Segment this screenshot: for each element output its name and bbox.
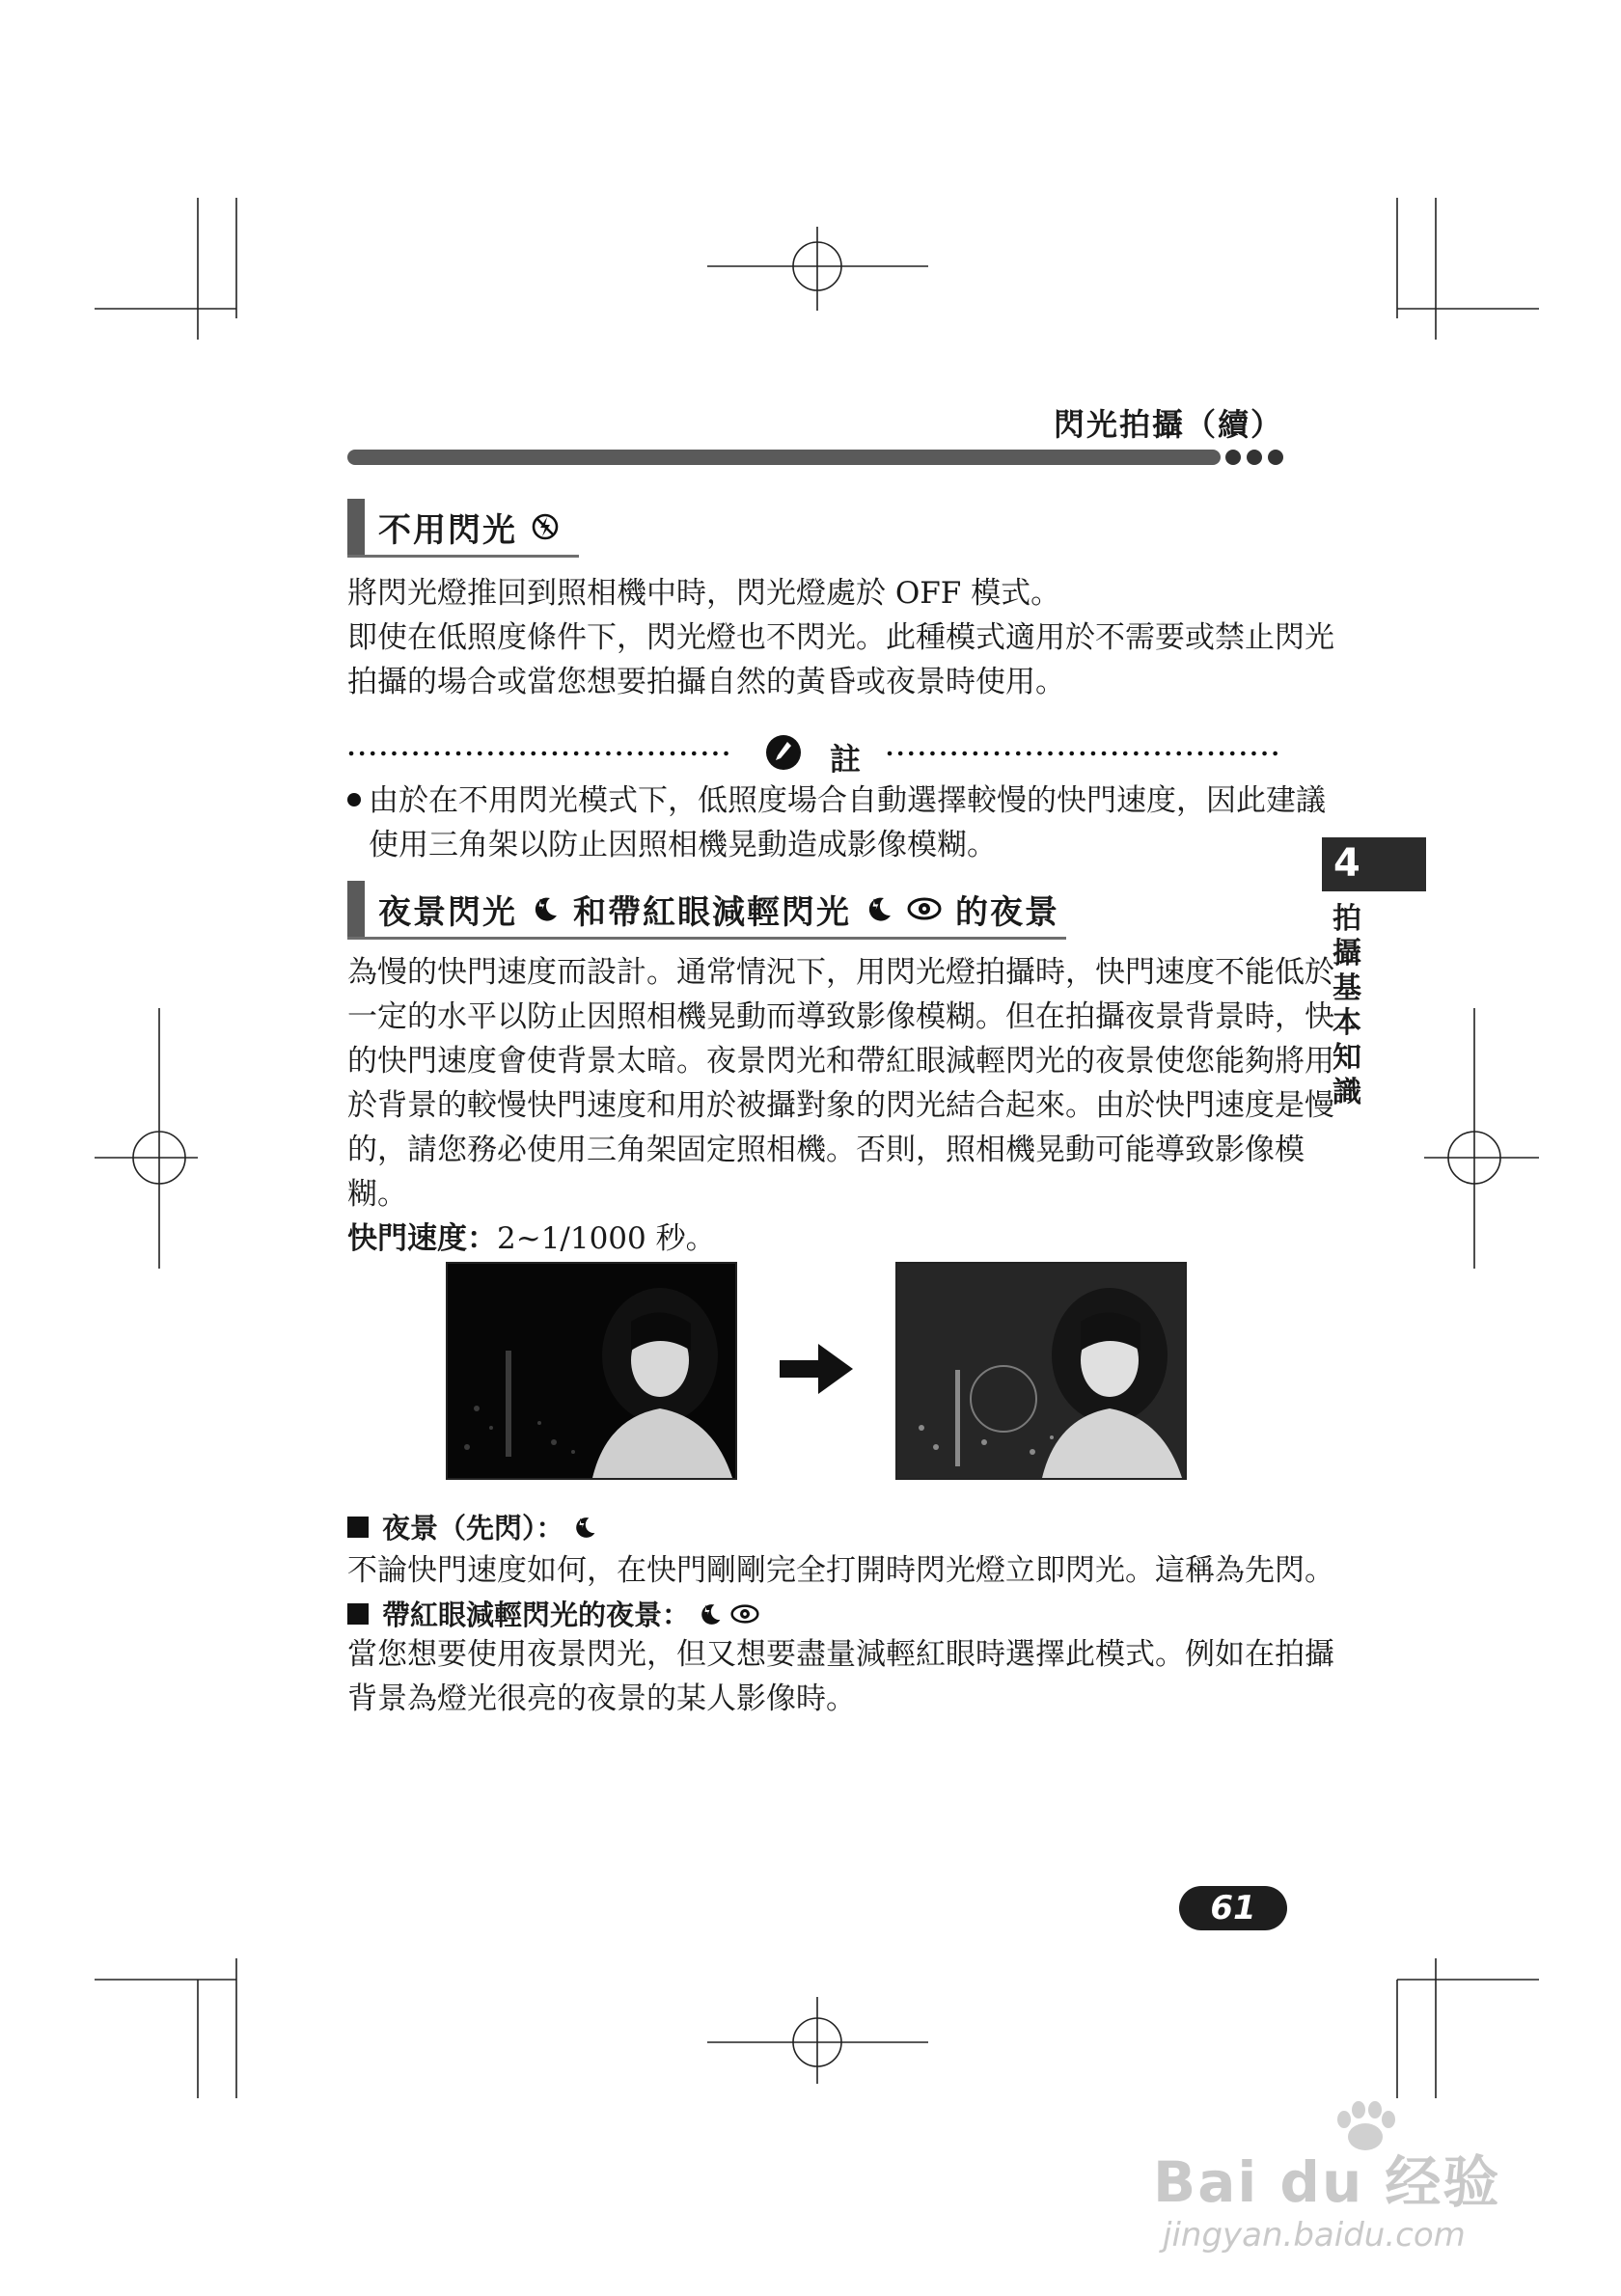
- chapter-label-char: 知: [1333, 1041, 1361, 1075]
- page-number: 61: [1210, 1889, 1256, 1927]
- flash-off-icon: [531, 512, 560, 541]
- paragraph-line: 糊。: [347, 1177, 407, 1212]
- arrow-right-icon: [780, 1344, 853, 1394]
- night-scene-icon: [698, 1601, 723, 1626]
- header-rule: [347, 446, 1293, 471]
- chapter-number: 4: [1333, 841, 1360, 886]
- square-bullet: [347, 1517, 369, 1538]
- night-scene-icon: [531, 894, 560, 923]
- note-line: [347, 779, 1326, 823]
- photo-with-night-flash: [895, 1262, 1187, 1480]
- paragraph-line: 為慢的快門速度而設計。通常情況下，用閃光燈拍攝時，快門速度不能低於: [347, 955, 1334, 990]
- section1-body: [347, 571, 1334, 704]
- paragraph-line: 於背景的較慢快門速度和用於被攝對象的閃光結合起來。由於快門速度是慢: [347, 1088, 1334, 1123]
- subsection-heading-red-eye-night: [347, 1594, 759, 1633]
- subsection-title: 帶紅眼減輕閃光的夜景：: [382, 1599, 691, 1631]
- subsection-text: 不論快門速度如何，在快門剛剛完全打開時閃光燈立即閃光。這稱為先閃。: [347, 1553, 1334, 1588]
- paragraph-line: 的快門速度會使背景太暗。夜景閃光和帶紅眼減輕閃光的夜景使您能夠將用: [347, 1044, 1334, 1079]
- note-text: 由於在不用閃光模式下，低照度場合自動選擇較慢的快門速度，因此建議: [369, 783, 1326, 818]
- red-eye-icon: [730, 1601, 759, 1626]
- paragraph-line: 將閃光燈推回到照相機中時，閃光燈處於 OFF 模式。: [347, 576, 1061, 611]
- chapter-label: [1328, 902, 1366, 1110]
- paragraph-line: 拍攝的場合或當您想要拍攝自然的黃昏或夜景時使用。: [347, 665, 1065, 699]
- red-eye-icon: [907, 894, 942, 923]
- paragraph-line: 的，請您務必使用三角架固定照相機。否則，照相機晃動可能導致影像模: [347, 1133, 1305, 1167]
- section-title-b: 和帶紅眼減輕閃光: [573, 892, 851, 932]
- chapter-label-char: 攝: [1333, 937, 1361, 970]
- heading-bar: [347, 499, 365, 555]
- paragraph-line: 一定的水平以防止因照相機晃動而導致影像模糊。但在拍攝夜景背景時，快: [347, 999, 1334, 1034]
- chapter-label-char: 識: [1333, 1076, 1361, 1109]
- subsection-heading-front-curtain: [347, 1507, 597, 1546]
- section-title-a: 夜景閃光: [378, 892, 517, 932]
- paragraph-line: 背景為燈光很亮的夜景的某人影像時。: [347, 1681, 856, 1716]
- shutter-speed-value: 2~1/1000 秒。: [497, 1221, 716, 1256]
- paragraph-line: 當您想要使用夜景閃光，但又想要盡量減輕紅眼時選擇此模式。例如在拍攝: [347, 1637, 1334, 1672]
- photo-without-night-flash: [446, 1262, 737, 1480]
- heading-bar: [347, 881, 365, 937]
- note-line: 使用三角架以防止因照相機晃動造成影像模糊。: [369, 828, 997, 862]
- section-title-c: 的夜景: [955, 892, 1059, 932]
- watermark: [1153, 2127, 1558, 2272]
- chapter-label-char: 拍: [1333, 902, 1361, 936]
- subsection-body: [347, 1632, 1334, 1721]
- watermark-url: jingyan.baidu.com: [1163, 2216, 1466, 2255]
- page-number-badge: [1179, 1886, 1287, 1930]
- note-divider: [347, 733, 1288, 778]
- night-portrait-dark: [448, 1264, 735, 1478]
- running-title: 閃光拍攝（續）: [1053, 406, 1283, 443]
- bullet-dot: [347, 793, 361, 806]
- dotted-rule-right: [886, 750, 1288, 757]
- chapter-label-char: 本: [1333, 1006, 1361, 1040]
- section-heading-flash-off: [347, 499, 579, 558]
- section2-body: [347, 950, 1334, 1261]
- shutter-speed-line: [347, 1216, 1334, 1261]
- shutter-speed-label: 快門速度：: [347, 1221, 497, 1256]
- note-pencil-icon: [764, 733, 803, 772]
- note-label: 註: [830, 741, 862, 778]
- section-heading-night-scene: [347, 881, 1066, 940]
- night-portrait-bright: [897, 1264, 1185, 1478]
- dotted-rule-left: [347, 750, 738, 757]
- chapter-label-char: 基: [1333, 971, 1361, 1005]
- square-bullet: [347, 1603, 369, 1625]
- note-body: [347, 779, 1326, 867]
- night-scene-icon: [572, 1515, 597, 1540]
- paragraph-line: 即使在低照度條件下，閃光燈也不閃光。此種模式適用於不需要或禁止閃光: [347, 620, 1334, 655]
- subsection-title: 夜景（先閃）：: [382, 1512, 564, 1544]
- watermark-brand: Bai du 经验: [1153, 2149, 1501, 2215]
- section-title: 不用閃光: [378, 510, 517, 550]
- night-scene-icon: [865, 894, 893, 923]
- chapter-number-tab: [1322, 837, 1426, 891]
